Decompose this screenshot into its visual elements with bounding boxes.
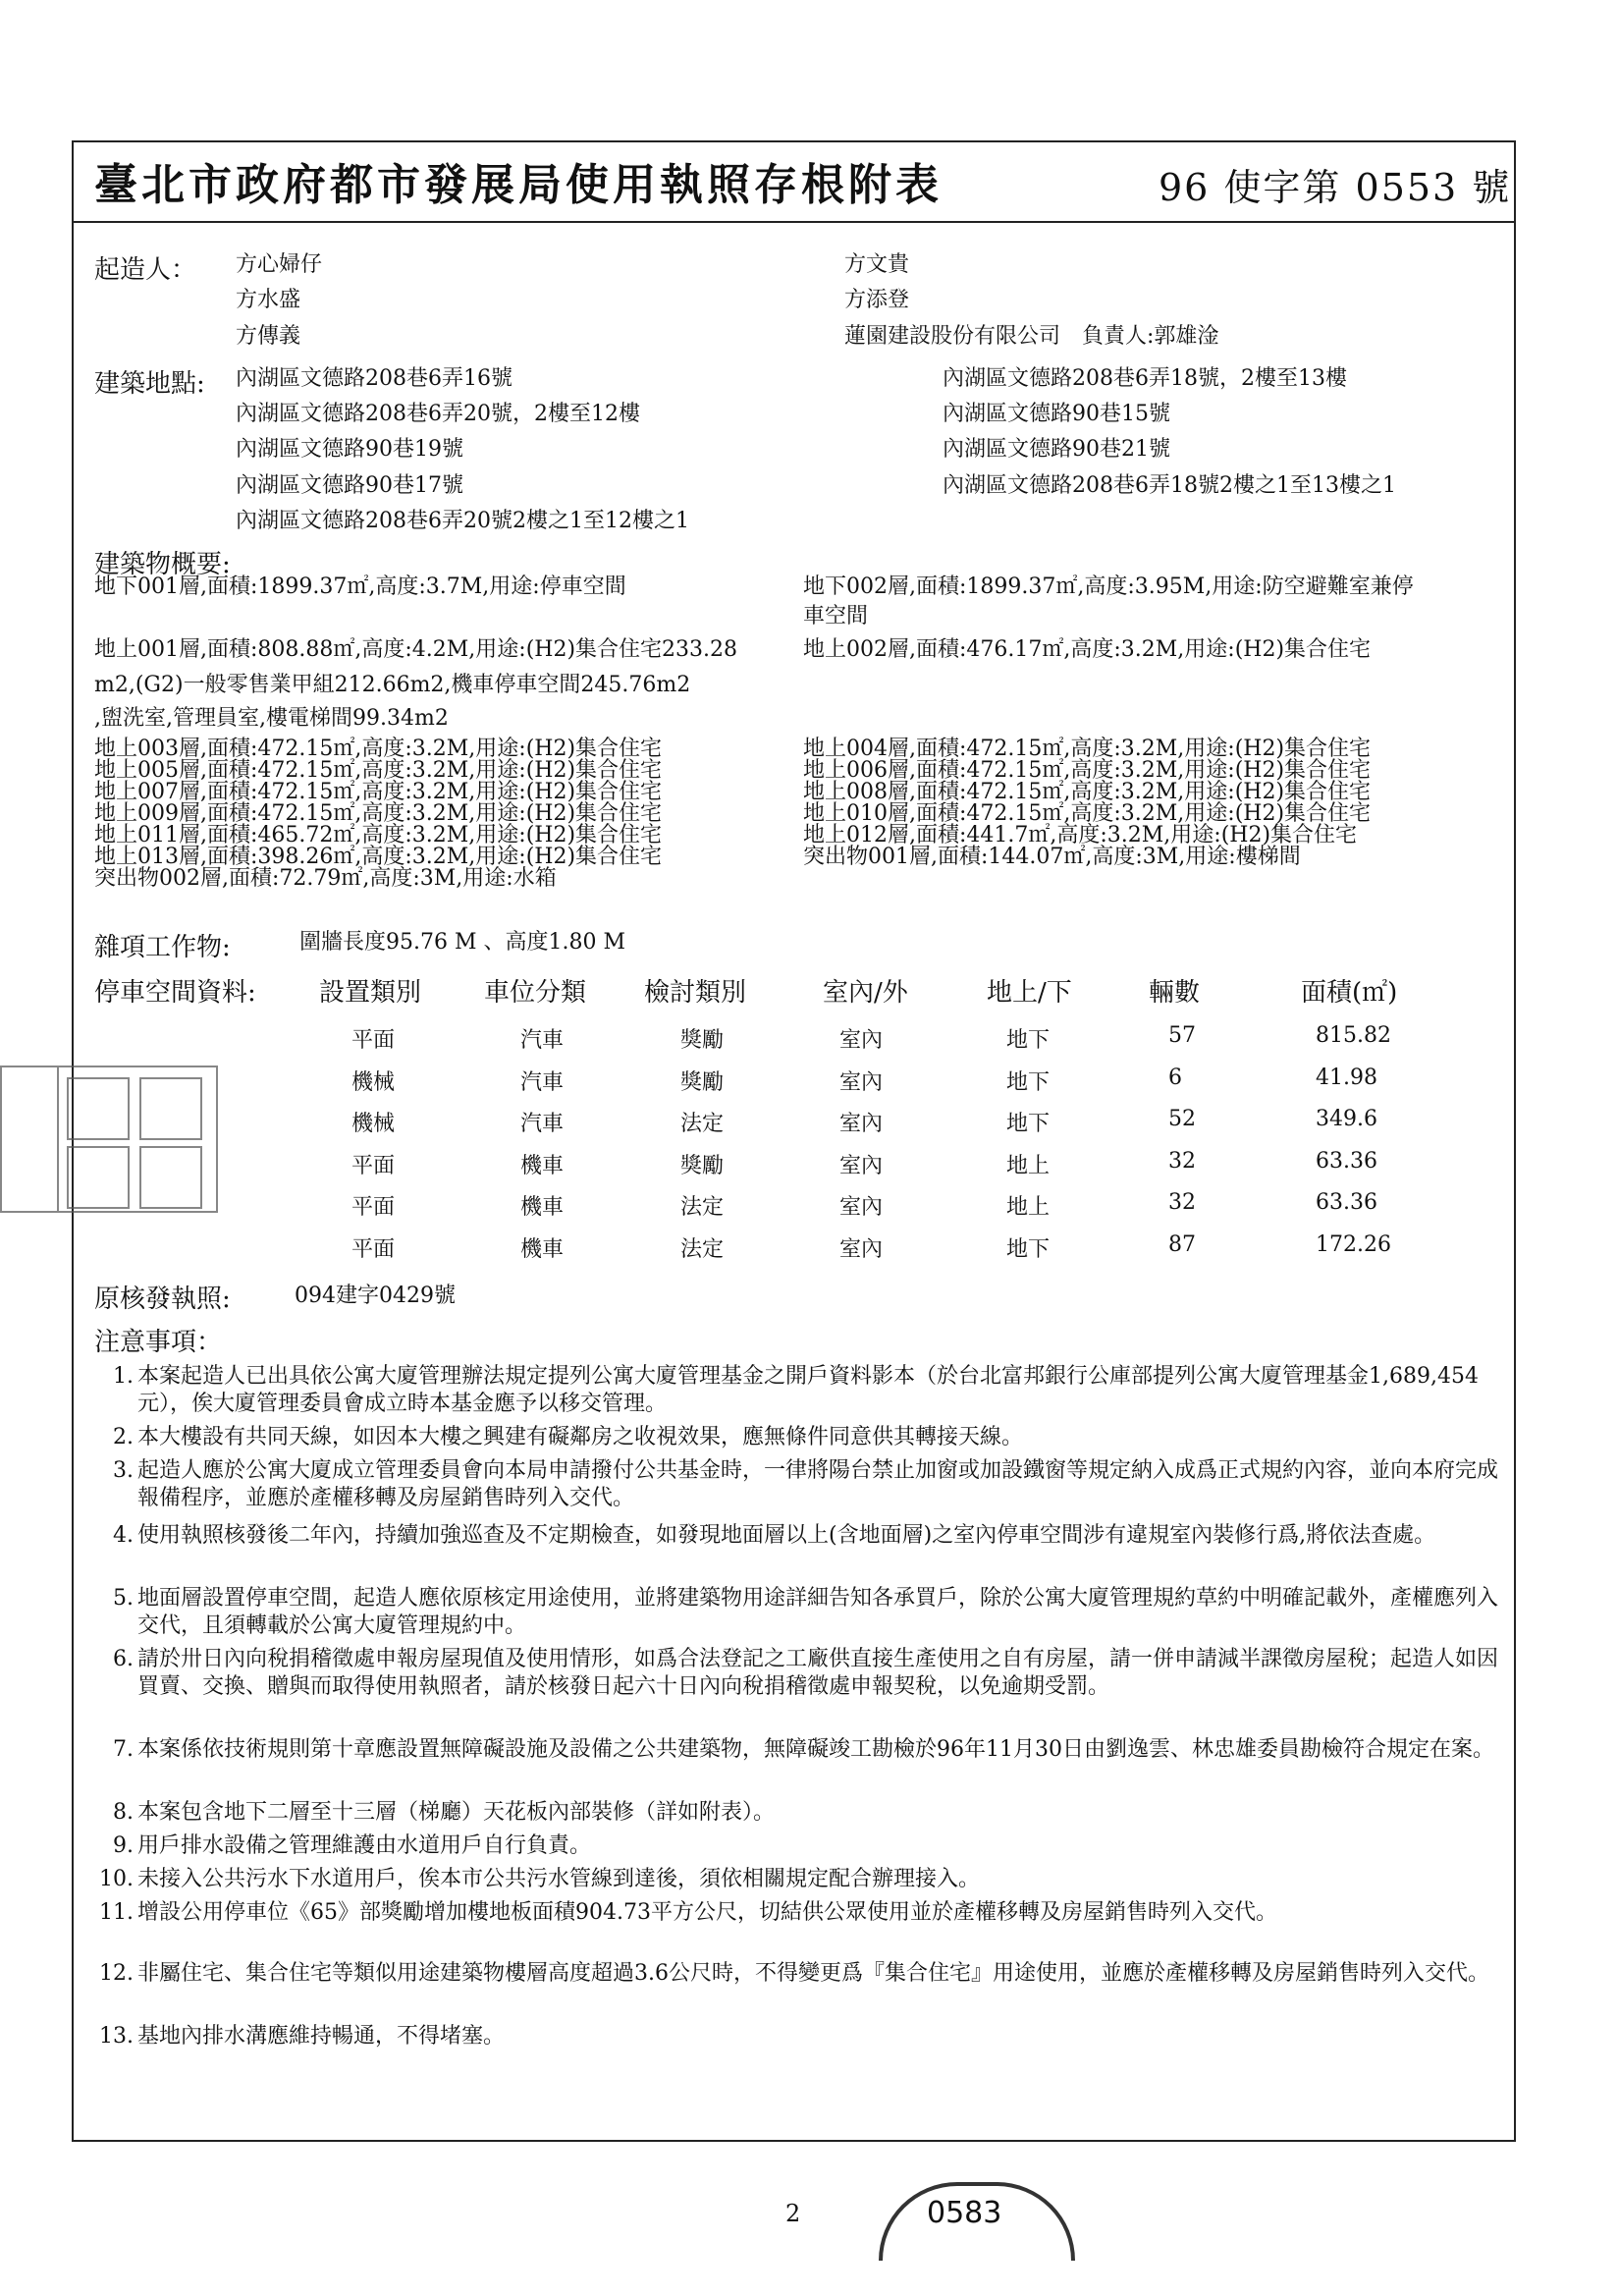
parking-cell: 地下 <box>1006 1237 1051 1262</box>
parking-cell: 172.26 <box>1316 1232 1391 1257</box>
parking-cell: 57 <box>1168 1023 1196 1048</box>
note-item <box>98 1585 1512 1644</box>
parking-header: 輛數 <box>1149 978 1201 1008</box>
note-item <box>98 1646 1512 1734</box>
parking-cell: 平面 <box>351 1237 396 1262</box>
parking-cell: 63.36 <box>1316 1149 1377 1174</box>
parking-header: 地上/下 <box>987 978 1072 1008</box>
overview-label: 建築物概要: <box>94 550 231 579</box>
parking-cell: 機械 <box>351 1070 396 1095</box>
floor-row: 地上010層,面積:472.15㎡,高度:3.2M,用途:(H2)集合住宅 <box>803 801 1372 826</box>
title-divider <box>72 221 1516 223</box>
parking-cell: 地上 <box>1006 1195 1051 1220</box>
builder-name: 方添登 <box>844 288 910 312</box>
note-number: 9. <box>113 1833 134 1858</box>
note-item <box>98 1522 1512 1581</box>
parking-cell: 機車 <box>520 1195 565 1220</box>
parking-header: 室內/外 <box>823 978 908 1008</box>
floor-row: 突出物002層,面積:72.79㎡,高度:3M,用途:水箱 <box>94 866 557 891</box>
note-item <box>98 1457 1512 1516</box>
parking-cell: 349.6 <box>1316 1107 1377 1131</box>
parking-cell: 獎勵 <box>680 1070 725 1095</box>
floor-row: 地下002層,面積:1899.37㎡,高度:3.95M,用途:防空避難室兼停 <box>803 574 1414 599</box>
floor-row: m2,(G2)一般零售業甲組212.66m2,機車停車空間245.76m2 <box>94 673 691 697</box>
floor-row: 地上003層,面積:472.15㎡,高度:3.2M,用途:(H2)集合住宅 <box>94 737 663 761</box>
note-item <box>98 2023 1512 2052</box>
parking-label: 停車空間資料: <box>94 978 256 1008</box>
parking-header: 車位分類 <box>484 978 587 1008</box>
note-text: 增設公用停車位《65》部獎勵增加樓地板面積904.73平方公尺，切結供公眾使用並於產權移轉及房屋銷售時列入交代。 <box>137 1900 1277 1925</box>
note-item <box>98 1899 1512 1958</box>
floor-row: 地下001層,面積:1899.37㎡,高度:3.7M,用途:停車空間 <box>94 574 626 599</box>
parking-cell: 法定 <box>680 1237 725 1262</box>
page-number: 2 <box>785 2200 801 2227</box>
site-address: 內湖區文德路90巷19號 <box>236 437 463 462</box>
builder-name: 蓮園建設股份有限公司 負責人:郭雄淦 <box>844 324 1219 349</box>
note-text: 非屬住宅、集合住宅等類似用途建築物樓層高度超過3.6公尺時，不得變更爲『集合住宅』用途使用，並應於產權移轉及房屋銷售時列入交代。 <box>137 1961 1489 1986</box>
note-item <box>98 1866 1512 1895</box>
floor-row: 地上009層,面積:472.15㎡,高度:3.2M,用途:(H2)集合住宅 <box>94 801 663 826</box>
parking-cell: 平面 <box>351 1154 396 1178</box>
floor-row: 地上011層,面積:465.72㎡,高度:3.2M,用途:(H2)集合住宅 <box>94 823 663 847</box>
parking-cell: 32 <box>1168 1190 1196 1215</box>
parking-cell: 室內 <box>839 1112 884 1136</box>
note-number: 1. <box>113 1364 134 1389</box>
notes-label: 注意事項： <box>94 1328 223 1357</box>
parking-cell: 地下 <box>1006 1028 1051 1053</box>
parking-cell: 32 <box>1168 1149 1196 1174</box>
note-item <box>98 1832 1512 1862</box>
parking-cell: 室內 <box>839 1195 884 1220</box>
parking-header: 面積(㎡) <box>1301 978 1398 1008</box>
parking-cell: 地下 <box>1006 1112 1051 1136</box>
site-address: 內湖區文德路208巷6弄20號2樓之1至12樓之1 <box>236 509 689 533</box>
note-item <box>98 1736 1512 1795</box>
parking-cell: 815.82 <box>1316 1023 1391 1048</box>
floor-row: 地上012層,面積:441.7㎡,高度:3.2M,用途:(H2)集合住宅 <box>803 823 1358 847</box>
parking-cell: 地下 <box>1006 1070 1051 1095</box>
note-item <box>98 1363 1512 1422</box>
floor-row: 地上005層,面積:472.15㎡,高度:3.2M,用途:(H2)集合住宅 <box>94 758 663 783</box>
note-number: 4. <box>113 1523 134 1548</box>
note-number: 10. <box>99 1867 134 1891</box>
seal-mark: 0583 <box>879 2182 1075 2261</box>
builder-name: 方心婦仔 <box>236 252 323 277</box>
parking-cell: 法定 <box>680 1195 725 1220</box>
parking-cell: 地上 <box>1006 1154 1051 1178</box>
sites-label: 建築地點: <box>94 369 205 399</box>
site-address: 內湖區文德路90巷21號 <box>943 437 1170 462</box>
floor-row: 地上006層,面積:472.15㎡,高度:3.2M,用途:(H2)集合住宅 <box>803 758 1372 783</box>
parking-cell: 室內 <box>839 1237 884 1262</box>
note-text: 本案係依技術規則第十章應設置無障礙設施及設備之公共建築物，無障礙竣工勘檢於96年11月30日由劉逸雲、林忠雄委員勘檢符合規定在案。 <box>137 1737 1494 1762</box>
parking-cell: 63.36 <box>1316 1190 1377 1215</box>
floor-row: 地上013層,面積:398.26㎡,高度:3.2M,用途:(H2)集合住宅 <box>94 845 663 869</box>
note-text: 基地內排水溝應維持暢通，不得堵塞。 <box>137 2024 506 2049</box>
note-item <box>98 1799 1512 1829</box>
builder-name: 方文貴 <box>844 252 910 277</box>
misc-value: 圍牆長度95.76 M 、高度1.80 M <box>299 930 625 955</box>
parking-header: 檢討類別 <box>644 978 747 1008</box>
parking-cell: 室內 <box>839 1154 884 1178</box>
floor-row: 地上001層,面積:808.88㎡,高度:4.2M,用途:(H2)集合住宅233.28 <box>94 637 738 662</box>
parking-cell: 汽車 <box>520 1028 565 1053</box>
original-permit-value: 094建字0429號 <box>295 1284 456 1308</box>
note-number: 13. <box>99 2024 134 2049</box>
parking-cell: 機械 <box>351 1112 396 1136</box>
note-text: 請於卅日內向稅捐稽徵處申報房屋現值及使用情形，如爲合法登記之工廠供直接生產使用之自有房屋，請一併申請減半課徵房屋稅；起造人如因買賣、交換、贈與而取得使用執照者，請於核發日起六十日內向稅捐稽徵處申報契稅，以免逾期受罰。 <box>137 1647 1499 1699</box>
note-item <box>98 1960 1512 2019</box>
floor-row: ,盥洗室,管理員室,樓電梯間99.34m2 <box>94 706 449 731</box>
note-text: 本大樓設有共同天線，如因本大樓之興建有礙鄰房之收視效果，應無條件同意供其轉接天線。 <box>137 1425 1024 1449</box>
parking-cell: 機車 <box>520 1237 565 1262</box>
parking-cell: 獎勵 <box>680 1154 725 1178</box>
floor-row: 地上007層,面積:472.15㎡,高度:3.2M,用途:(H2)集合住宅 <box>94 780 663 804</box>
note-number: 8. <box>113 1800 134 1825</box>
builder-name: 方傳義 <box>236 324 301 349</box>
floor-row: 地上008層,面積:472.15㎡,高度:3.2M,用途:(H2)集合住宅 <box>803 780 1372 804</box>
site-address: 內湖區文德路208巷6弄16號 <box>236 366 512 391</box>
parking-cell: 41.98 <box>1316 1066 1377 1090</box>
note-number: 5. <box>113 1586 134 1611</box>
note-text: 未接入公共污水下水道用戶，俟本市公共污水管線到達後，須依相關規定配合辦理接入。 <box>137 1867 981 1891</box>
note-text: 地面層設置停車空間，起造人應依原核定用途使用，並將建築物用途詳細告知各承買戶，除於公寓大廈管理規約草約中明確記載外，產權應列入交代，且須轉載於公寓大廈管理規約中。 <box>137 1586 1499 1638</box>
misc-label: 雜項工作物: <box>94 933 231 962</box>
note-number: 3. <box>113 1458 134 1483</box>
note-item <box>98 1424 1512 1453</box>
note-text: 用戶排水設備之管理維護由水道用戶自行負責。 <box>137 1833 592 1858</box>
parking-cell: 87 <box>1168 1232 1196 1257</box>
site-address: 內湖區文德路90巷17號 <box>236 473 463 498</box>
parking-cell: 室內 <box>839 1070 884 1095</box>
builders-label: 起造人： <box>94 255 197 285</box>
note-text: 本案包含地下二層至十三層（梯廳）天花板內部裝修（詳如附表）。 <box>137 1800 776 1825</box>
original-permit-label: 原核發執照: <box>94 1285 231 1314</box>
note-number: 6. <box>113 1647 134 1671</box>
document-title: 臺北市政府都市發展局使用執照存根附表 <box>94 160 943 210</box>
parking-cell: 汽車 <box>520 1112 565 1136</box>
parking-cell: 獎勵 <box>680 1028 725 1053</box>
floor-row: 突出物001層,面積:144.07㎡,高度:3M,用途:樓梯間 <box>803 845 1301 869</box>
parking-cell: 平面 <box>351 1195 396 1220</box>
stamp-mark <box>0 1066 218 1213</box>
parking-cell: 機車 <box>520 1154 565 1178</box>
parking-cell: 室內 <box>839 1028 884 1053</box>
note-number: 2. <box>113 1425 134 1449</box>
floor-row: 地上004層,面積:472.15㎡,高度:3.2M,用途:(H2)集合住宅 <box>803 737 1372 761</box>
permit-number: 96 使字第 0553 號 <box>1159 166 1512 209</box>
parking-cell: 6 <box>1168 1066 1182 1090</box>
note-text: 使用執照核發後二年內，持續加強巡查及不定期檢查，如發現地面層以上(含地面層)之室內停車空間涉有違規室內裝修行爲,將依法查處。 <box>137 1523 1436 1548</box>
floor-row: 地上002層,面積:476.17㎡,高度:3.2M,用途:(H2)集合住宅 <box>803 637 1372 662</box>
floor-row: 車空間 <box>803 604 869 629</box>
site-address: 內湖區文德路208巷6弄18號，2樓至13樓 <box>943 366 1347 391</box>
parking-header: 設置類別 <box>319 978 422 1008</box>
note-number: 12. <box>99 1961 134 1986</box>
site-address: 內湖區文德路208巷6弄18號2樓之1至13樓之1 <box>943 473 1396 498</box>
site-address: 內湖區文德路208巷6弄20號，2樓至12樓 <box>236 402 640 426</box>
site-address: 內湖區文德路90巷15號 <box>943 402 1170 426</box>
note-text: 本案起造人已出具依公寓大廈管理辦法規定提列公寓大廈管理基金之開戶資料影本（於台北富邦銀行公庫部提列公寓大廈管理基金1,689,454元），俟大廈管理委員會成立時本基金應予以移交管理。 <box>137 1364 1479 1416</box>
parking-cell: 平面 <box>351 1028 396 1053</box>
builder-name: 方水盛 <box>236 288 301 312</box>
parking-cell: 52 <box>1168 1107 1196 1131</box>
note-text: 起造人應於公寓大廈成立管理委員會向本局申請撥付公共基金時，一律將陽台禁止加窗或加設鐵窗等規定納入成爲正式規約內容，並向本府完成報備程序，並應於產權移轉及房屋銷售時列入交代。 <box>137 1458 1499 1510</box>
note-number: 7. <box>113 1737 134 1762</box>
parking-cell: 汽車 <box>520 1070 565 1095</box>
note-number: 11. <box>99 1900 134 1925</box>
parking-cell: 法定 <box>680 1112 725 1136</box>
